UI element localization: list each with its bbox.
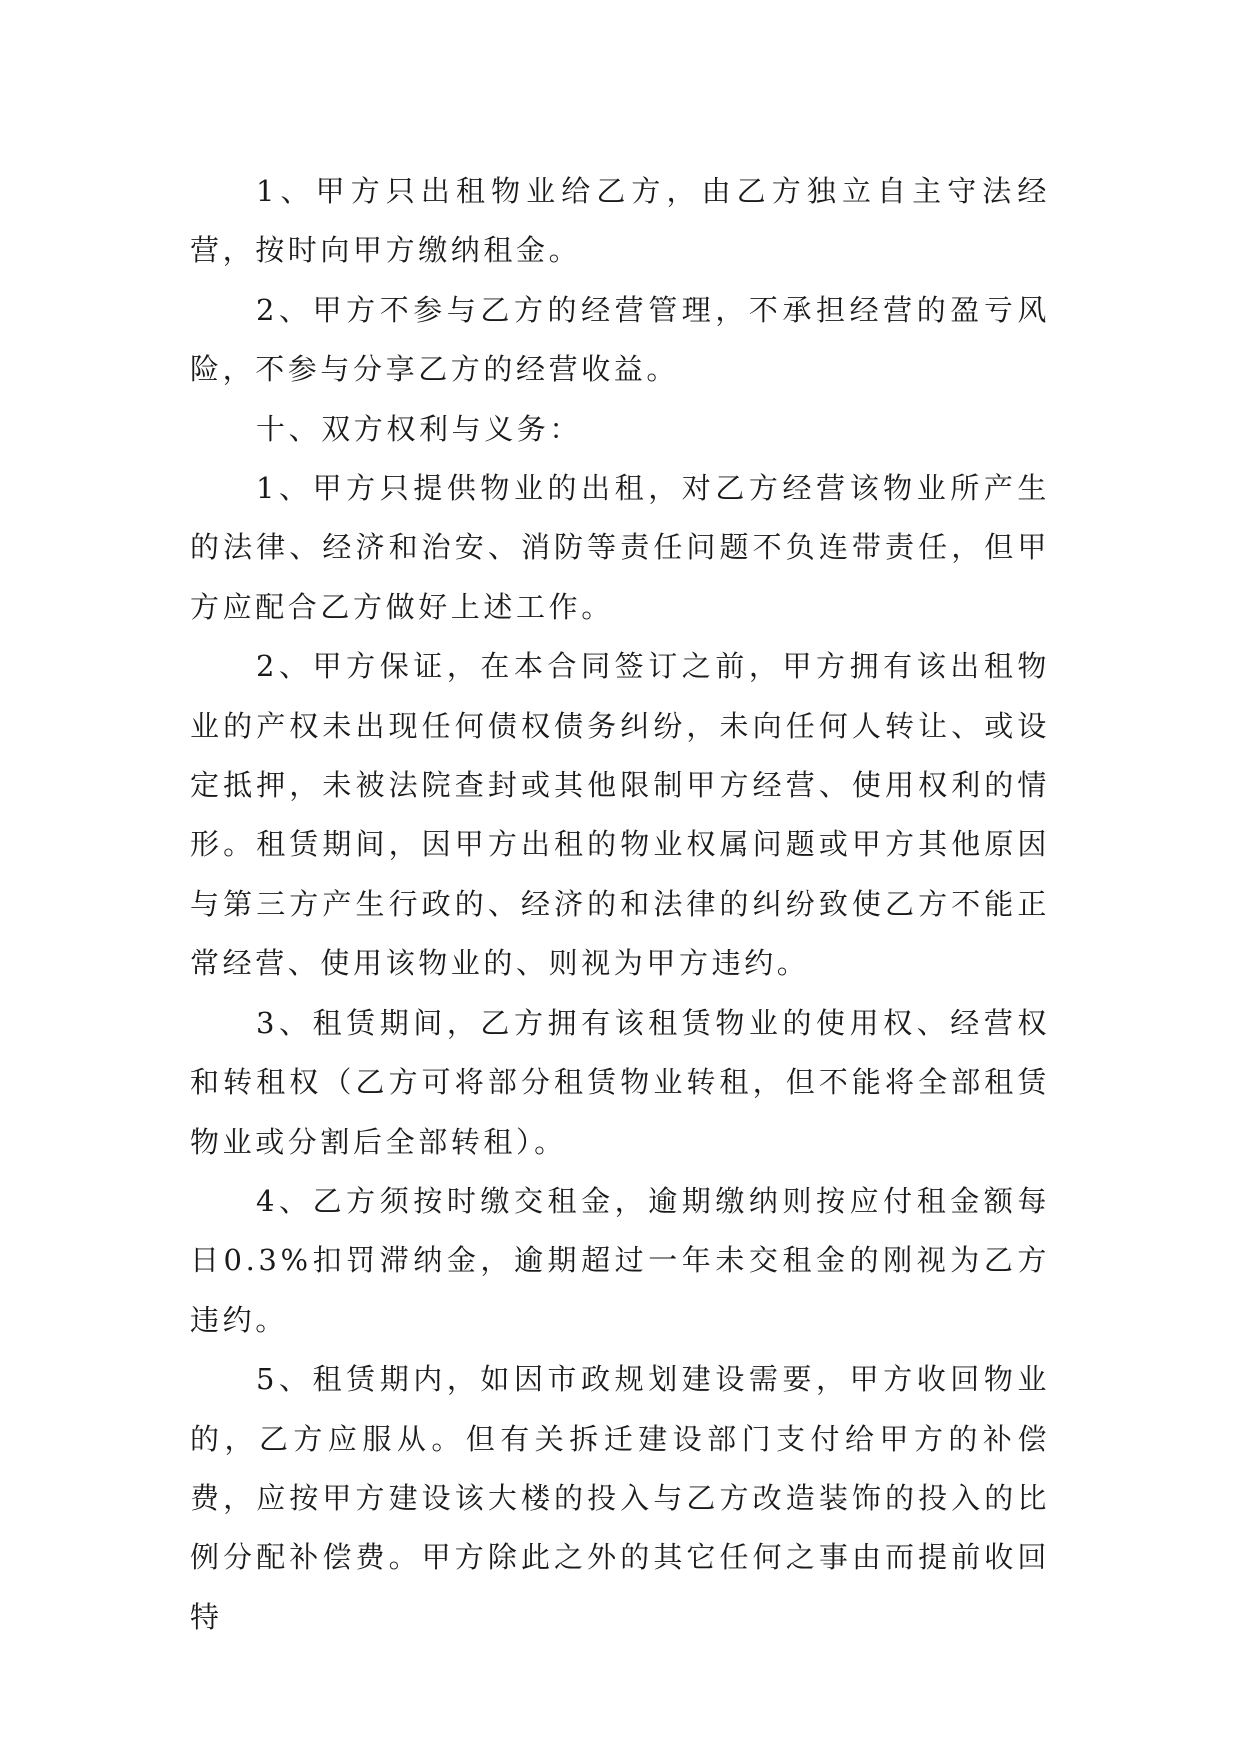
paragraph-rights-4: 4、乙方须按时缴交租金，逾期缴纳则按应付租金额每日0.3%扣罚滞纳金，逾期超过一年未交租金的刚视为乙方违约。 [190, 1183, 1050, 1337]
section-heading-rights-obligations: 十、双方权利与义务： [256, 411, 583, 446]
paragraph-rights-1: 1、甲方只提供物业的出租，对乙方经营该物业所产生的法律、经济和治安、消防等责任问题不负连带责任，但甲方应配合乙方做好上述工作。 [190, 471, 1050, 624]
paragraph-clause-1: 1、甲方只出租物业给乙方，由乙方独立自主守法经营，按时向甲方缴纳租金。 [190, 174, 1050, 268]
paragraph-rights-5: 5、租赁期内，如因市政规划建设需要，甲方收回物业的，乙方应服从。但有关拆迁建设部门支付给甲方的补偿费，应按甲方建设该大楼的投入与乙方改造装饰的投入的比例分配补偿费。甲方除此之外的其它任何之事由而提前收回特 [190, 1362, 1050, 1634]
paragraph-rights-2: 2、甲方保证，在本合同签订之前，甲方拥有该出租物业的产权未出现任何债权债务纠纷，未向任何人转让、或设定抵押，未被法院查封或其他限制甲方经营、使用权利的情形。租赁期间，因甲方出租的物业权属问题或甲方其他原因与第三方产生行政的、经济的和法律的纠纷致使乙方不能正常经营、使用该物业的、则视为甲方违约。 [190, 649, 1050, 981]
paragraph-rights-3: 3、租赁期间，乙方拥有该租赁物业的使用权、经营权和转租权（乙方可将部分租赁物业转租，但不能将全部租赁物业或分割后全部转租）。 [190, 1005, 1050, 1159]
paragraph-clause-2: 2、甲方不参与乙方的经营管理，不承担经营的盈亏风险，不参与分享乙方的经营收益。 [190, 292, 1050, 387]
document-body [190, 162, 1050, 1647]
